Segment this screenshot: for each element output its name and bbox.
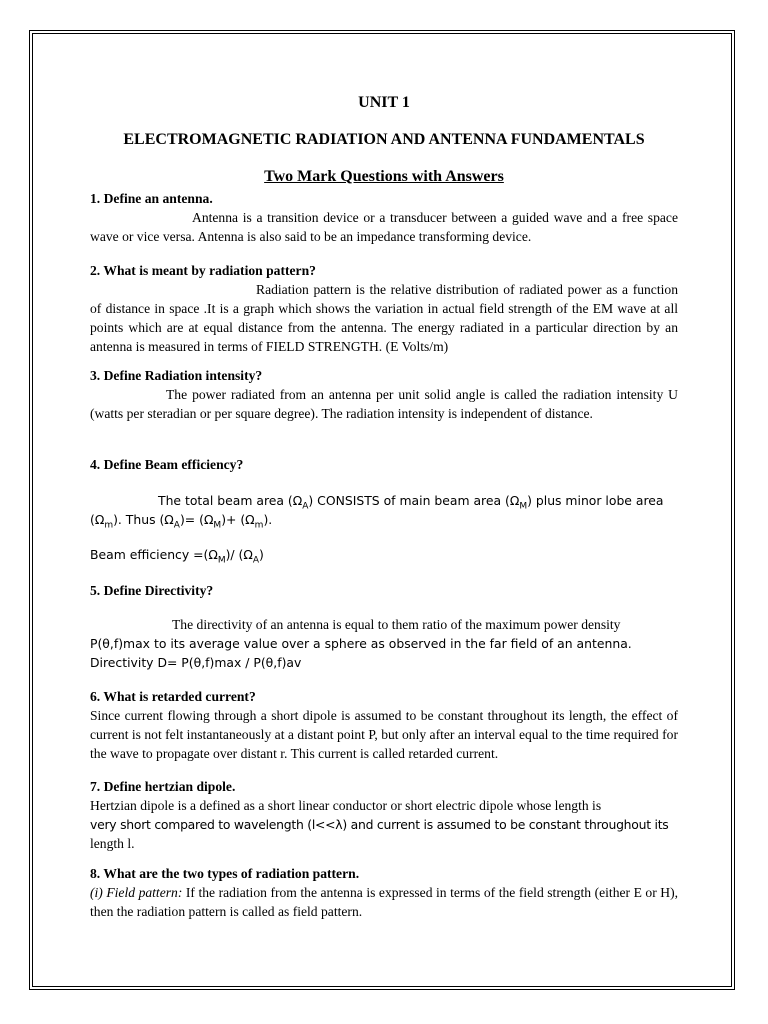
answer-text: The power radiated from an antenna per unit solid angle is called the radiation intensity U (watts per steradian or per square degree). The radiation intensity is independent of distance. — [90, 387, 678, 421]
answer-text: Since current flowing through a short dipole is assumed to be constant throughout its length, the effect of current is not felt instantaneously at a distant point P, but only after an interval equal to the time required for the wave to propagate over distant r. This current is called retarded current. — [90, 708, 678, 761]
field-pattern-label: (i) Field pattern: — [90, 885, 183, 900]
question-heading: 8. What are the two types of radiation pattern. — [90, 866, 360, 881]
question-heading: 6. What is retarded current? — [90, 689, 256, 704]
question-4 — [90, 455, 678, 474]
directivity-continued: P(θ,f)max to its average value over a sphere as observed in the far field of an antenna. Directivity D= P(θ,f)max / P(θ,f)av — [90, 634, 678, 672]
answer-text: (i) Field pattern: If the radiation from the antenna is expressed in terms of the field strength (either E or H), then the radiation pattern is called as field pattern. — [90, 885, 678, 919]
directivity-formula: Directivity D= P(θ,f)max / P(θ,f)av — [90, 655, 302, 670]
answer-text: Antenna is a transition device or a transducer between a guided wave and a free space wave or vice versa. Antenna is also said to be an impedance transforming device. — [90, 210, 678, 244]
question-heading: 3. Define Radiation intensity? — [90, 368, 263, 383]
answer-text: Hertzian dipole is a defined as a short linear conductor or short electric dipole whose length is — [90, 798, 602, 813]
hertzian-end: length l. — [90, 836, 135, 851]
unit-heading: UNIT 1 — [358, 94, 410, 111]
question-8 — [90, 864, 678, 921]
section-subtitle: Two Mark Questions with Answers — [264, 168, 504, 185]
question-6 — [90, 687, 678, 763]
beam-efficiency-formula: Beam efficiency $=(\Omega_M)/$ $(\Omega_A)$ — [90, 547, 264, 566]
question-3 — [90, 366, 678, 423]
question-2 — [90, 261, 678, 356]
hertzian-continued: very short compared to wavelength (l<<λ) and current is assumed to be constant throughout its — [90, 817, 669, 832]
question-1 — [90, 189, 678, 246]
question-heading: 4. Define Beam efficiency? — [90, 457, 244, 472]
question-heading: 1. Define an antenna. — [90, 191, 213, 206]
beam-area-text: The total beam area $(\Omega_A)$ CONSISTS of main beam area $(\Omega_M)$ plus minor lobe area $(\Omega_m)$. Thus $(\Omega_A)= (\Omega_M)+ (\Omega_m)$. — [90, 493, 664, 531]
directivity-text: The directivity of an antenna is equal to them ratio of the maximum power density — [172, 617, 621, 632]
question-7 — [90, 777, 678, 815]
question-heading: 2. What is meant by radiation pattern? — [90, 263, 316, 278]
question-heading: 5. Define Directivity? — [90, 583, 214, 598]
question-heading: 7. Define hertzian dipole. — [90, 779, 236, 794]
question-5 — [90, 581, 678, 600]
answer-text: Radiation pattern is the relative distribution of radiated power as a function of distance in space .It is a graph which shows the variation in actual field strength of the EM wave at all points which are at equal distance from the antenna. The energy radiated in a particular direction by an antenna is measured in terms of FIELD STRENGTH. (E Volts/m) — [90, 282, 678, 354]
document-title: ELECTROMAGNETIC RADIATION AND ANTENNA FUNDAMENTALS — [123, 131, 645, 148]
